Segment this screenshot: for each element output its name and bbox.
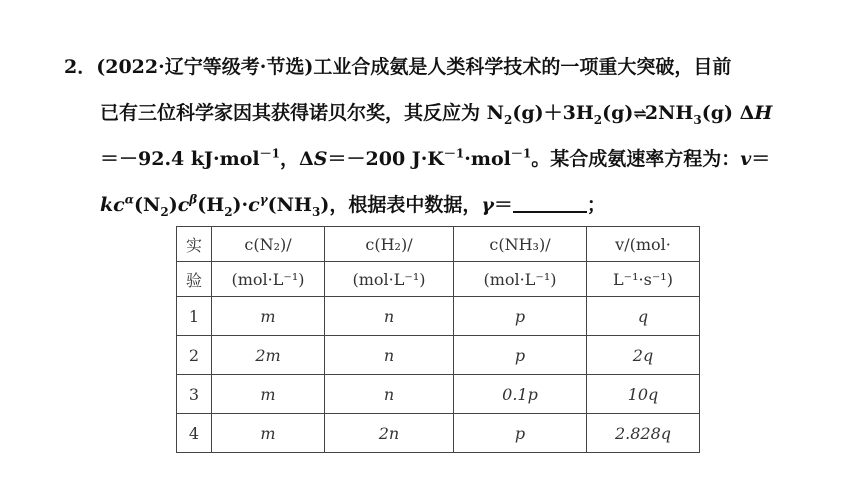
- table-row: [177, 297, 700, 336]
- question-line-4: [64, 182, 844, 228]
- question-source: (2022·辽宁等级考·节选): [96, 56, 314, 78]
- table-cell: m: [212, 414, 325, 453]
- paren: ): [168, 194, 178, 216]
- table-prompt: )，根据表中数据，: [320, 194, 482, 216]
- question-line-2: [64, 90, 844, 136]
- conc-symbol: c: [177, 194, 190, 216]
- table-cell: 2q: [587, 336, 700, 375]
- equals-sign: ＝: [751, 148, 771, 170]
- table-header-row: [177, 227, 700, 262]
- subscript: 3: [311, 204, 321, 219]
- equilibrium-arrow-icon: ⇌: [633, 104, 645, 123]
- reaction-part: (g): [602, 102, 634, 124]
- header-cell: L⁻¹·s⁻¹): [587, 262, 700, 297]
- table-row: [177, 336, 700, 375]
- nh3-term: (NH: [267, 194, 312, 216]
- subscript: 2: [593, 112, 603, 127]
- superscript: －1: [443, 146, 465, 161]
- subscript: 2: [160, 204, 169, 219]
- table-cell: n: [325, 336, 454, 375]
- gamma-exponent: γ: [259, 192, 268, 207]
- table-row: [177, 414, 700, 453]
- table-cell: m: [212, 297, 325, 336]
- superscript: －1: [259, 146, 281, 161]
- beta-exponent: β: [189, 192, 198, 207]
- header-cell: v/(mol·: [587, 227, 700, 262]
- rate-symbol: v: [740, 148, 752, 170]
- alpha-exponent: α: [124, 192, 134, 207]
- header-cell: (mol·L⁻¹): [212, 262, 325, 297]
- n2-term: (N: [133, 194, 161, 216]
- superscript: －1: [510, 146, 532, 161]
- question-text: [64, 44, 844, 228]
- reaction-part: (g) Δ: [701, 102, 755, 124]
- punctuation: ；: [586, 194, 606, 216]
- table-cell: p: [454, 297, 587, 336]
- reaction-part: 2NH: [644, 102, 694, 124]
- table-cell: 2m: [212, 336, 325, 375]
- table-cell: 10q: [587, 375, 700, 414]
- question-text-1: 工业合成氨是人类科学技术的一项重大突破，目前: [313, 56, 732, 78]
- table-cell: n: [325, 375, 454, 414]
- equals-sign: ＝: [493, 194, 513, 216]
- entropy-unit: ·mol: [464, 148, 511, 170]
- table-cell: p: [454, 414, 587, 453]
- answer-blank[interactable]: [513, 189, 587, 213]
- table-cell: 1: [177, 297, 212, 336]
- table-cell: n: [325, 297, 454, 336]
- conc-symbol: c: [248, 194, 260, 216]
- entropy-intro: ，Δ: [280, 148, 314, 170]
- question-number: 2．: [64, 56, 97, 78]
- gamma-symbol: γ: [481, 194, 494, 216]
- table-cell: p: [454, 336, 587, 375]
- header-cell: 验: [177, 262, 212, 297]
- header-cell: c(N₂)/: [212, 227, 325, 262]
- header-cell: (mol·L⁻¹): [454, 262, 587, 297]
- enthalpy-symbol: H: [754, 102, 773, 124]
- header-cell: (mol·L⁻¹): [325, 262, 454, 297]
- table-cell: 2: [177, 336, 212, 375]
- table-row: [177, 375, 700, 414]
- table-cell: 2n: [325, 414, 454, 453]
- header-cell: c(NH₃)/: [454, 227, 587, 262]
- paren: )·: [232, 194, 249, 216]
- table-cell: m: [212, 375, 325, 414]
- entropy-value: ＝－200 J·K: [327, 148, 444, 170]
- table-cell: 0.1p: [454, 375, 587, 414]
- question-line-1: [64, 44, 844, 90]
- header-cell: c(H₂)/: [325, 227, 454, 262]
- question-line-3: [64, 136, 844, 182]
- subscript: 2: [224, 204, 233, 219]
- data-table: [176, 226, 700, 453]
- rate-intro: 。某合成氨速率方程为：: [531, 148, 741, 170]
- table-header-row: [177, 262, 700, 297]
- subscript: 2: [503, 112, 513, 127]
- header-cell: 实: [177, 227, 212, 262]
- table-cell: q: [587, 297, 700, 336]
- table-cell: 2.828q: [587, 414, 700, 453]
- table-cell: 3: [177, 375, 212, 414]
- h2-term: (H: [197, 194, 225, 216]
- table-cell: 4: [177, 414, 212, 453]
- rate-constant: kc: [100, 194, 125, 216]
- reaction-part: (g)＋3H: [512, 102, 594, 124]
- entropy-symbol: S: [313, 148, 328, 170]
- enthalpy-value: ＝－92.4 kJ·mol: [100, 148, 260, 170]
- subscript: 3: [693, 112, 702, 127]
- reaction-intro: 已有三位科学家因其获得诺贝尔奖，其反应为 N: [100, 102, 504, 124]
